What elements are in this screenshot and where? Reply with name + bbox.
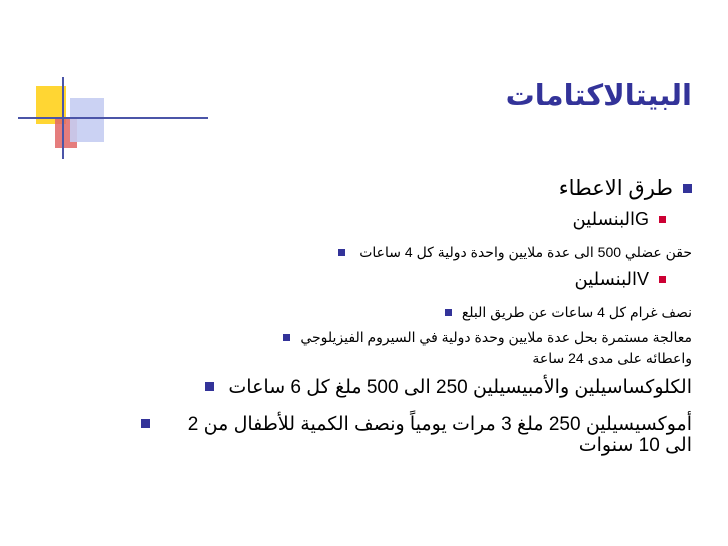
bullet-line-6-continuation bbox=[532, 351, 692, 365]
square-bullet-icon bbox=[445, 309, 452, 316]
bullet-line-1 bbox=[559, 178, 692, 199]
square-bullet-icon bbox=[659, 276, 666, 283]
bullet-line-8 bbox=[141, 414, 692, 456]
slide-title: البيتالاكتامات bbox=[505, 80, 692, 112]
decor-square-blue bbox=[70, 98, 104, 142]
square-bullet-icon bbox=[683, 184, 692, 193]
bullet-line-7 bbox=[205, 378, 692, 397]
square-bullet-icon bbox=[283, 334, 290, 341]
line-text: معالجة مستمرة بحل عدة ملايين وحدة دولية في السيروم الفيزيلوجي bbox=[300, 329, 692, 345]
line-text: طرق الاعطاء bbox=[558, 177, 673, 200]
square-bullet-icon bbox=[659, 216, 666, 223]
square-bullet-icon bbox=[205, 382, 214, 391]
square-bullet-icon bbox=[338, 249, 345, 256]
line-text: نصف غرام كل 4 ساعات عن طريق البلع bbox=[461, 304, 692, 320]
line-text: واعطائه على مدى 24 ساعة bbox=[532, 350, 692, 366]
line-text: حقن عضلي 500 الى عدة ملايين واحدة دولية كل 4 ساعات bbox=[359, 244, 692, 260]
line-text: Vالبنسلين bbox=[574, 269, 649, 289]
bullet-line-3 bbox=[338, 245, 692, 259]
decor-line-horizontal bbox=[18, 117, 208, 119]
bullet-line-6 bbox=[283, 330, 692, 344]
line-text: أموكسيسيلين 250 ملغ 3 مرات يومياً ونصف الكمية للأطفال من 2 الى 10 سنوات bbox=[187, 414, 692, 456]
square-bullet-icon bbox=[141, 419, 150, 428]
bullet-line-2 bbox=[572, 210, 666, 228]
line-text: الكلوكساسيلين والأمبيسيلين 250 الى 500 ملغ كل 6 ساعات bbox=[228, 377, 692, 398]
bullet-line-4 bbox=[574, 270, 666, 288]
bullet-line-5 bbox=[445, 305, 692, 319]
line-text: Gالبنسلين bbox=[572, 209, 649, 229]
